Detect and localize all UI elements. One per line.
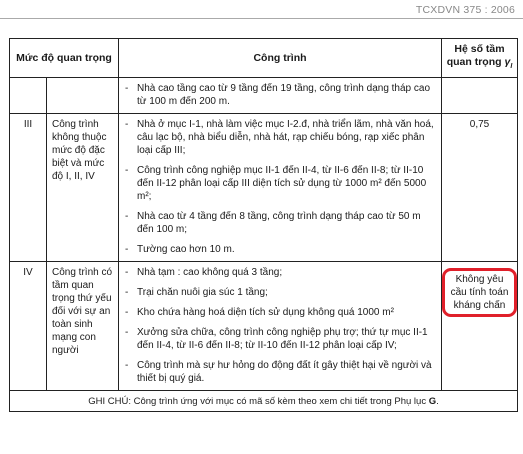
works-cell: - Nhà tạm : cao không quá 3 tầng; - Trại chăn nuôi gia súc 1 tầng; - Kho chứa hàng hoá diện tích sử dụng không quá 1000 m² - Xưởng sửa chữa, công trình công nghiệp phụ trợ; thứ tự mục II-1 đến II-4, từ II-6 đến II-8; từ II-10 đến II-12 phân loại cấp IV; - Công trình mà sự hư hỏng do động đất ít gây thiệt hại về người và thiết bị quý giá. (119, 262, 442, 391)
continuation-row (10, 78, 518, 114)
works-cell: - Nhà ở mục I-1, nhà làm việc mục I-2.đ, nhà triển lãm, nhà văn hoá, câu lạc bộ, nhà biểu diễn, nhà hát, rạp chiếu bóng, rạp xiếc phân loại cấp III; - Công trình công nghiệp mục II-1 đến II-4, từ II-6 đến II-8; từ II-10 đến II-12 phân loại cấp III diện tích sử dụng từ 1000 m² đến 5000 m²; - Nhà cao từ 4 tầng đến 8 tầng, công trình dạng tháp cao từ 50 m đến 100 m; - Tường cao hơn 10 m. (119, 114, 442, 262)
list-item: Nhà cao từ 4 tầng đến 8 tầng, công trình dạng tháp cao từ 50 m đến 100 m; (137, 211, 421, 236)
header-coefficient: Hệ số tầm quan trọng $\gamma_I$ (442, 39, 518, 78)
list-item: Kho chứa hàng hoá diện tích sử dụng không quá 1000 m² (137, 307, 394, 319)
header-rule (0, 18, 523, 19)
list-item: Công trình mà sự hư hỏng do động đất ít gây thiệt hại về người và thiết bị quý giá. (137, 360, 432, 385)
header-level: Mức độ quan trọng (10, 39, 119, 78)
list-item: Xưởng sửa chữa, công trình công nghiệp phụ trợ; thứ tự mục II-1 đến II-4, từ II-6 đến II-8; từ II-10 đến II-12 phân loại cấp IV; (137, 327, 428, 352)
category-cell: Công trình không thuộc mức độ đặc biệt và mức độ I, II, IV (47, 114, 119, 262)
gamma-symbol: $\gamma_I$ (504, 56, 513, 71)
table-header-row (10, 39, 518, 78)
list-item: Nhà ở mục I-1, nhà làm việc mục I-2.đ, nhà triển lãm, nhà văn hoá, câu lạc bộ, nhà biểu diễn, nhà hát, rạp chiếu bóng, rạp xiếc phân loại cấp III; (137, 119, 434, 157)
level-cell: IV (10, 262, 47, 391)
table-note: GHI CHÚ: Công trình ứng với mục có mã số kèm theo xem chi tiết trong Phụ lục G. (10, 391, 518, 412)
table-row-level-iv (10, 262, 518, 391)
note-row (10, 391, 518, 412)
document-code: TCXDVN 375 : 2006 (415, 4, 515, 16)
list-item: Nhà tạm : cao không quá 3 tầng; (137, 267, 283, 279)
list-item: Công trình công nghiệp mục II-1 đến II-4, từ II-6 đến II-8; từ II-10 đến II-12 phân loại cấp III diện tích sử dụng từ 1000 m² đến 5000 m²; (137, 165, 427, 203)
category-cell: Công trình có tầm quan trọng thứ yếu đối với sự an toàn sinh mạng con người (47, 262, 119, 391)
highlight-box: Không yêu cầu tính toán kháng chấn (442, 268, 517, 317)
list-item: Tường cao hơn 10 m. (137, 244, 235, 256)
importance-table (9, 38, 518, 412)
level-cell: III (10, 114, 47, 262)
table-row-level-iii (10, 114, 518, 262)
header-work: Công trình (119, 39, 442, 78)
list-item: Trại chăn nuôi gia súc 1 tầng; (137, 287, 268, 299)
coefficient-cell (442, 262, 518, 391)
list-item: Nhà cao tầng cao từ 9 tầng đến 19 tầng, công trình dạng tháp cao từ 100 m đến 200 m. (137, 83, 431, 108)
continuation-cell: - Nhà cao tầng cao từ 9 tầng đến 19 tầng, công trình dạng tháp cao từ 100 m đến 200 m. (119, 78, 442, 114)
coefficient-cell: 0,75 (442, 114, 518, 262)
